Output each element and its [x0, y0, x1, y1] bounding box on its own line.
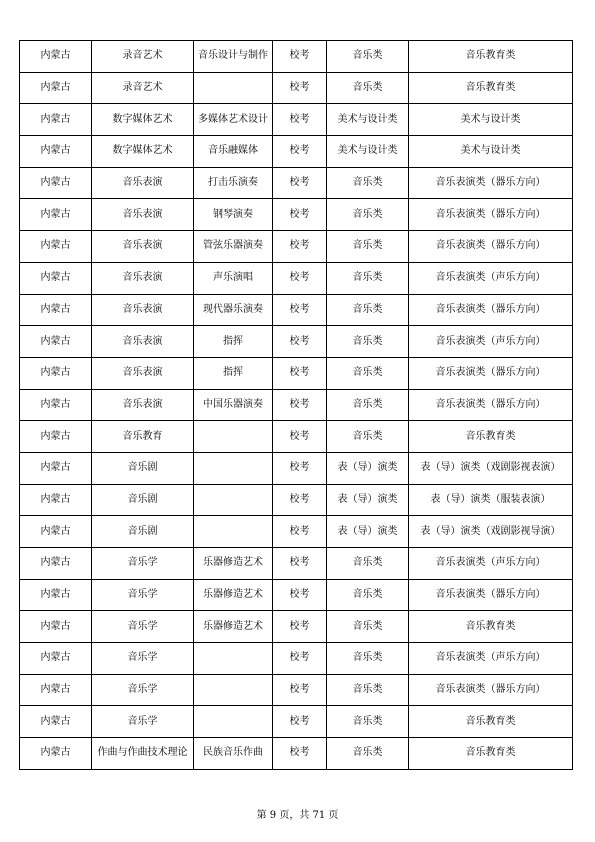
province-cell: 内蒙古: [20, 421, 92, 453]
category-cell: 音乐类: [327, 72, 409, 104]
category-cell: 音乐类: [327, 738, 409, 770]
exam-category-cell: 音乐教育类: [409, 72, 573, 104]
category-cell: 音乐类: [327, 421, 409, 453]
exam-type-cell: 校考: [273, 548, 327, 580]
table-row: [20, 643, 573, 675]
direction-cell: 指挥: [194, 357, 273, 389]
major-cell: 音乐学: [92, 579, 194, 611]
table-row: [20, 738, 573, 770]
province-cell: 内蒙古: [20, 452, 92, 484]
exam-category-cell: 音乐表演类（器乐方向）: [409, 167, 573, 199]
direction-cell: 音乐融媒体: [194, 136, 273, 168]
table-row: [20, 357, 573, 389]
category-cell: 音乐类: [327, 706, 409, 738]
category-cell: 音乐类: [327, 294, 409, 326]
table-row: [20, 72, 573, 104]
exam-type-cell: 校考: [273, 738, 327, 770]
exam-category-cell: 音乐表演类（器乐方向）: [409, 579, 573, 611]
major-cell: 音乐表演: [92, 262, 194, 294]
exam-type-cell: 校考: [273, 167, 327, 199]
major-cell: 音乐表演: [92, 326, 194, 358]
major-cell: 音乐剧: [92, 452, 194, 484]
province-cell: 内蒙古: [20, 611, 92, 643]
exam-type-cell: 校考: [273, 262, 327, 294]
province-cell: 内蒙古: [20, 167, 92, 199]
province-cell: 内蒙古: [20, 41, 92, 73]
direction-cell: 钢琴演奏: [194, 199, 273, 231]
category-cell: 音乐类: [327, 199, 409, 231]
table-row: [20, 389, 573, 421]
exam-category-cell: 音乐表演类（器乐方向）: [409, 357, 573, 389]
exam-type-cell: 校考: [273, 41, 327, 73]
table-row: [20, 136, 573, 168]
direction-cell: 指挥: [194, 326, 273, 358]
category-cell: 美术与设计类: [327, 104, 409, 136]
direction-cell: [194, 516, 273, 548]
category-cell: 音乐类: [327, 357, 409, 389]
direction-cell: [194, 72, 273, 104]
province-cell: 内蒙古: [20, 326, 92, 358]
exam-category-cell: 音乐表演类（器乐方向）: [409, 389, 573, 421]
exam-category-cell: 音乐表演类（声乐方向）: [409, 262, 573, 294]
direction-cell: [194, 452, 273, 484]
exam-type-cell: 校考: [273, 611, 327, 643]
exam-type-cell: 校考: [273, 484, 327, 516]
major-cell: 音乐剧: [92, 484, 194, 516]
province-cell: 内蒙古: [20, 643, 92, 675]
direction-cell: 打击乐演奏: [194, 167, 273, 199]
category-cell: 音乐类: [327, 262, 409, 294]
direction-cell: 多媒体艺术设计: [194, 104, 273, 136]
category-cell: 音乐类: [327, 167, 409, 199]
exam-type-cell: 校考: [273, 516, 327, 548]
category-cell: 音乐类: [327, 643, 409, 675]
table-row: [20, 579, 573, 611]
category-cell: 音乐类: [327, 389, 409, 421]
table-body: [20, 41, 573, 770]
table-row: [20, 548, 573, 580]
province-cell: 内蒙古: [20, 357, 92, 389]
table-row: [20, 199, 573, 231]
exam-type-cell: 校考: [273, 674, 327, 706]
major-cell: 音乐表演: [92, 357, 194, 389]
province-cell: 内蒙古: [20, 72, 92, 104]
category-cell: 美术与设计类: [327, 136, 409, 168]
category-cell: 表（导）演类: [327, 484, 409, 516]
exam-type-cell: 校考: [273, 136, 327, 168]
exam-category-cell: 音乐教育类: [409, 611, 573, 643]
exam-type-cell: 校考: [273, 389, 327, 421]
table-row: [20, 674, 573, 706]
category-cell: 音乐类: [327, 326, 409, 358]
category-cell: 音乐类: [327, 41, 409, 73]
province-cell: 内蒙古: [20, 231, 92, 263]
major-cell: 音乐学: [92, 674, 194, 706]
table-row: [20, 262, 573, 294]
page-number-text: 第 9 页，共 71 页: [256, 810, 339, 821]
province-cell: 内蒙古: [20, 104, 92, 136]
direction-cell: 管弦乐器演奏: [194, 231, 273, 263]
province-cell: 内蒙古: [20, 548, 92, 580]
category-cell: 音乐类: [327, 231, 409, 263]
exam-category-cell: 音乐表演类（声乐方向）: [409, 326, 573, 358]
table-row: [20, 294, 573, 326]
major-cell: 音乐学: [92, 611, 194, 643]
exam-type-cell: 校考: [273, 199, 327, 231]
province-cell: 内蒙古: [20, 579, 92, 611]
major-cell: 音乐学: [92, 643, 194, 675]
major-cell: 音乐教育: [92, 421, 194, 453]
exam-type-cell: 校考: [273, 357, 327, 389]
exam-category-cell: 音乐表演类（器乐方向）: [409, 674, 573, 706]
table-row: [20, 231, 573, 263]
table-row: [20, 452, 573, 484]
direction-cell: [194, 643, 273, 675]
direction-cell: [194, 484, 273, 516]
major-cell: 音乐表演: [92, 294, 194, 326]
province-cell: 内蒙古: [20, 294, 92, 326]
table-row: [20, 167, 573, 199]
direction-cell: [194, 421, 273, 453]
province-cell: 内蒙古: [20, 484, 92, 516]
exam-category-cell: 音乐教育类: [409, 738, 573, 770]
major-cell: 音乐表演: [92, 231, 194, 263]
exam-category-cell: 表（导）演类（戏剧影视导演）: [409, 516, 573, 548]
category-cell: 表（导）演类: [327, 516, 409, 548]
exam-type-cell: 校考: [273, 326, 327, 358]
exam-type-cell: 校考: [273, 104, 327, 136]
province-cell: 内蒙古: [20, 199, 92, 231]
exam-type-cell: 校考: [273, 706, 327, 738]
page-footer: [0, 806, 595, 821]
exam-category-cell: 音乐教育类: [409, 41, 573, 73]
major-cell: 录音艺术: [92, 41, 194, 73]
exam-type-cell: 校考: [273, 294, 327, 326]
direction-cell: 现代器乐演奏: [194, 294, 273, 326]
major-cell: 音乐学: [92, 706, 194, 738]
exam-category-cell: 音乐表演类（器乐方向）: [409, 231, 573, 263]
direction-cell: 乐器修造艺术: [194, 579, 273, 611]
province-cell: 内蒙古: [20, 738, 92, 770]
admissions-table: [19, 40, 573, 770]
province-cell: 内蒙古: [20, 674, 92, 706]
direction-cell: [194, 706, 273, 738]
table-row: [20, 104, 573, 136]
category-cell: 音乐类: [327, 611, 409, 643]
major-cell: 音乐学: [92, 548, 194, 580]
major-cell: 音乐表演: [92, 167, 194, 199]
table-row: [20, 706, 573, 738]
exam-category-cell: 音乐教育类: [409, 421, 573, 453]
direction-cell: 民族音乐作曲: [194, 738, 273, 770]
exam-type-cell: 校考: [273, 643, 327, 675]
direction-cell: 乐器修造艺术: [194, 611, 273, 643]
table-row: [20, 611, 573, 643]
direction-cell: 音乐设计与制作: [194, 41, 273, 73]
exam-category-cell: 音乐教育类: [409, 706, 573, 738]
exam-type-cell: 校考: [273, 452, 327, 484]
category-cell: 音乐类: [327, 579, 409, 611]
major-cell: 音乐剧: [92, 516, 194, 548]
exam-category-cell: 音乐表演类（声乐方向）: [409, 643, 573, 675]
direction-cell: 乐器修造艺术: [194, 548, 273, 580]
major-cell: 作曲与作曲技术理论: [92, 738, 194, 770]
major-cell: 数字媒体艺术: [92, 104, 194, 136]
province-cell: 内蒙古: [20, 706, 92, 738]
exam-category-cell: 音乐表演类（器乐方向）: [409, 294, 573, 326]
exam-category-cell: 表（导）演类（戏剧影视表演）: [409, 452, 573, 484]
table-row: [20, 326, 573, 358]
major-cell: 数字媒体艺术: [92, 136, 194, 168]
province-cell: 内蒙古: [20, 136, 92, 168]
exam-type-cell: 校考: [273, 421, 327, 453]
exam-category-cell: 表（导）演类（服装表演）: [409, 484, 573, 516]
table-row: [20, 484, 573, 516]
major-cell: 录音艺术: [92, 72, 194, 104]
exam-type-cell: 校考: [273, 579, 327, 611]
direction-cell: 中国乐器演奏: [194, 389, 273, 421]
major-cell: 音乐表演: [92, 199, 194, 231]
exam-category-cell: 音乐表演类（器乐方向）: [409, 199, 573, 231]
category-cell: 音乐类: [327, 548, 409, 580]
exam-category-cell: 美术与设计类: [409, 136, 573, 168]
direction-cell: [194, 674, 273, 706]
exam-category-cell: 美术与设计类: [409, 104, 573, 136]
exam-type-cell: 校考: [273, 231, 327, 263]
province-cell: 内蒙古: [20, 389, 92, 421]
direction-cell: 声乐演唱: [194, 262, 273, 294]
exam-type-cell: 校考: [273, 72, 327, 104]
province-cell: 内蒙古: [20, 262, 92, 294]
category-cell: 音乐类: [327, 674, 409, 706]
table-row: [20, 421, 573, 453]
province-cell: 内蒙古: [20, 516, 92, 548]
exam-category-cell: 音乐表演类（声乐方向）: [409, 548, 573, 580]
category-cell: 表（导）演类: [327, 452, 409, 484]
major-cell: 音乐表演: [92, 389, 194, 421]
table-row: [20, 516, 573, 548]
table-row: [20, 41, 573, 73]
